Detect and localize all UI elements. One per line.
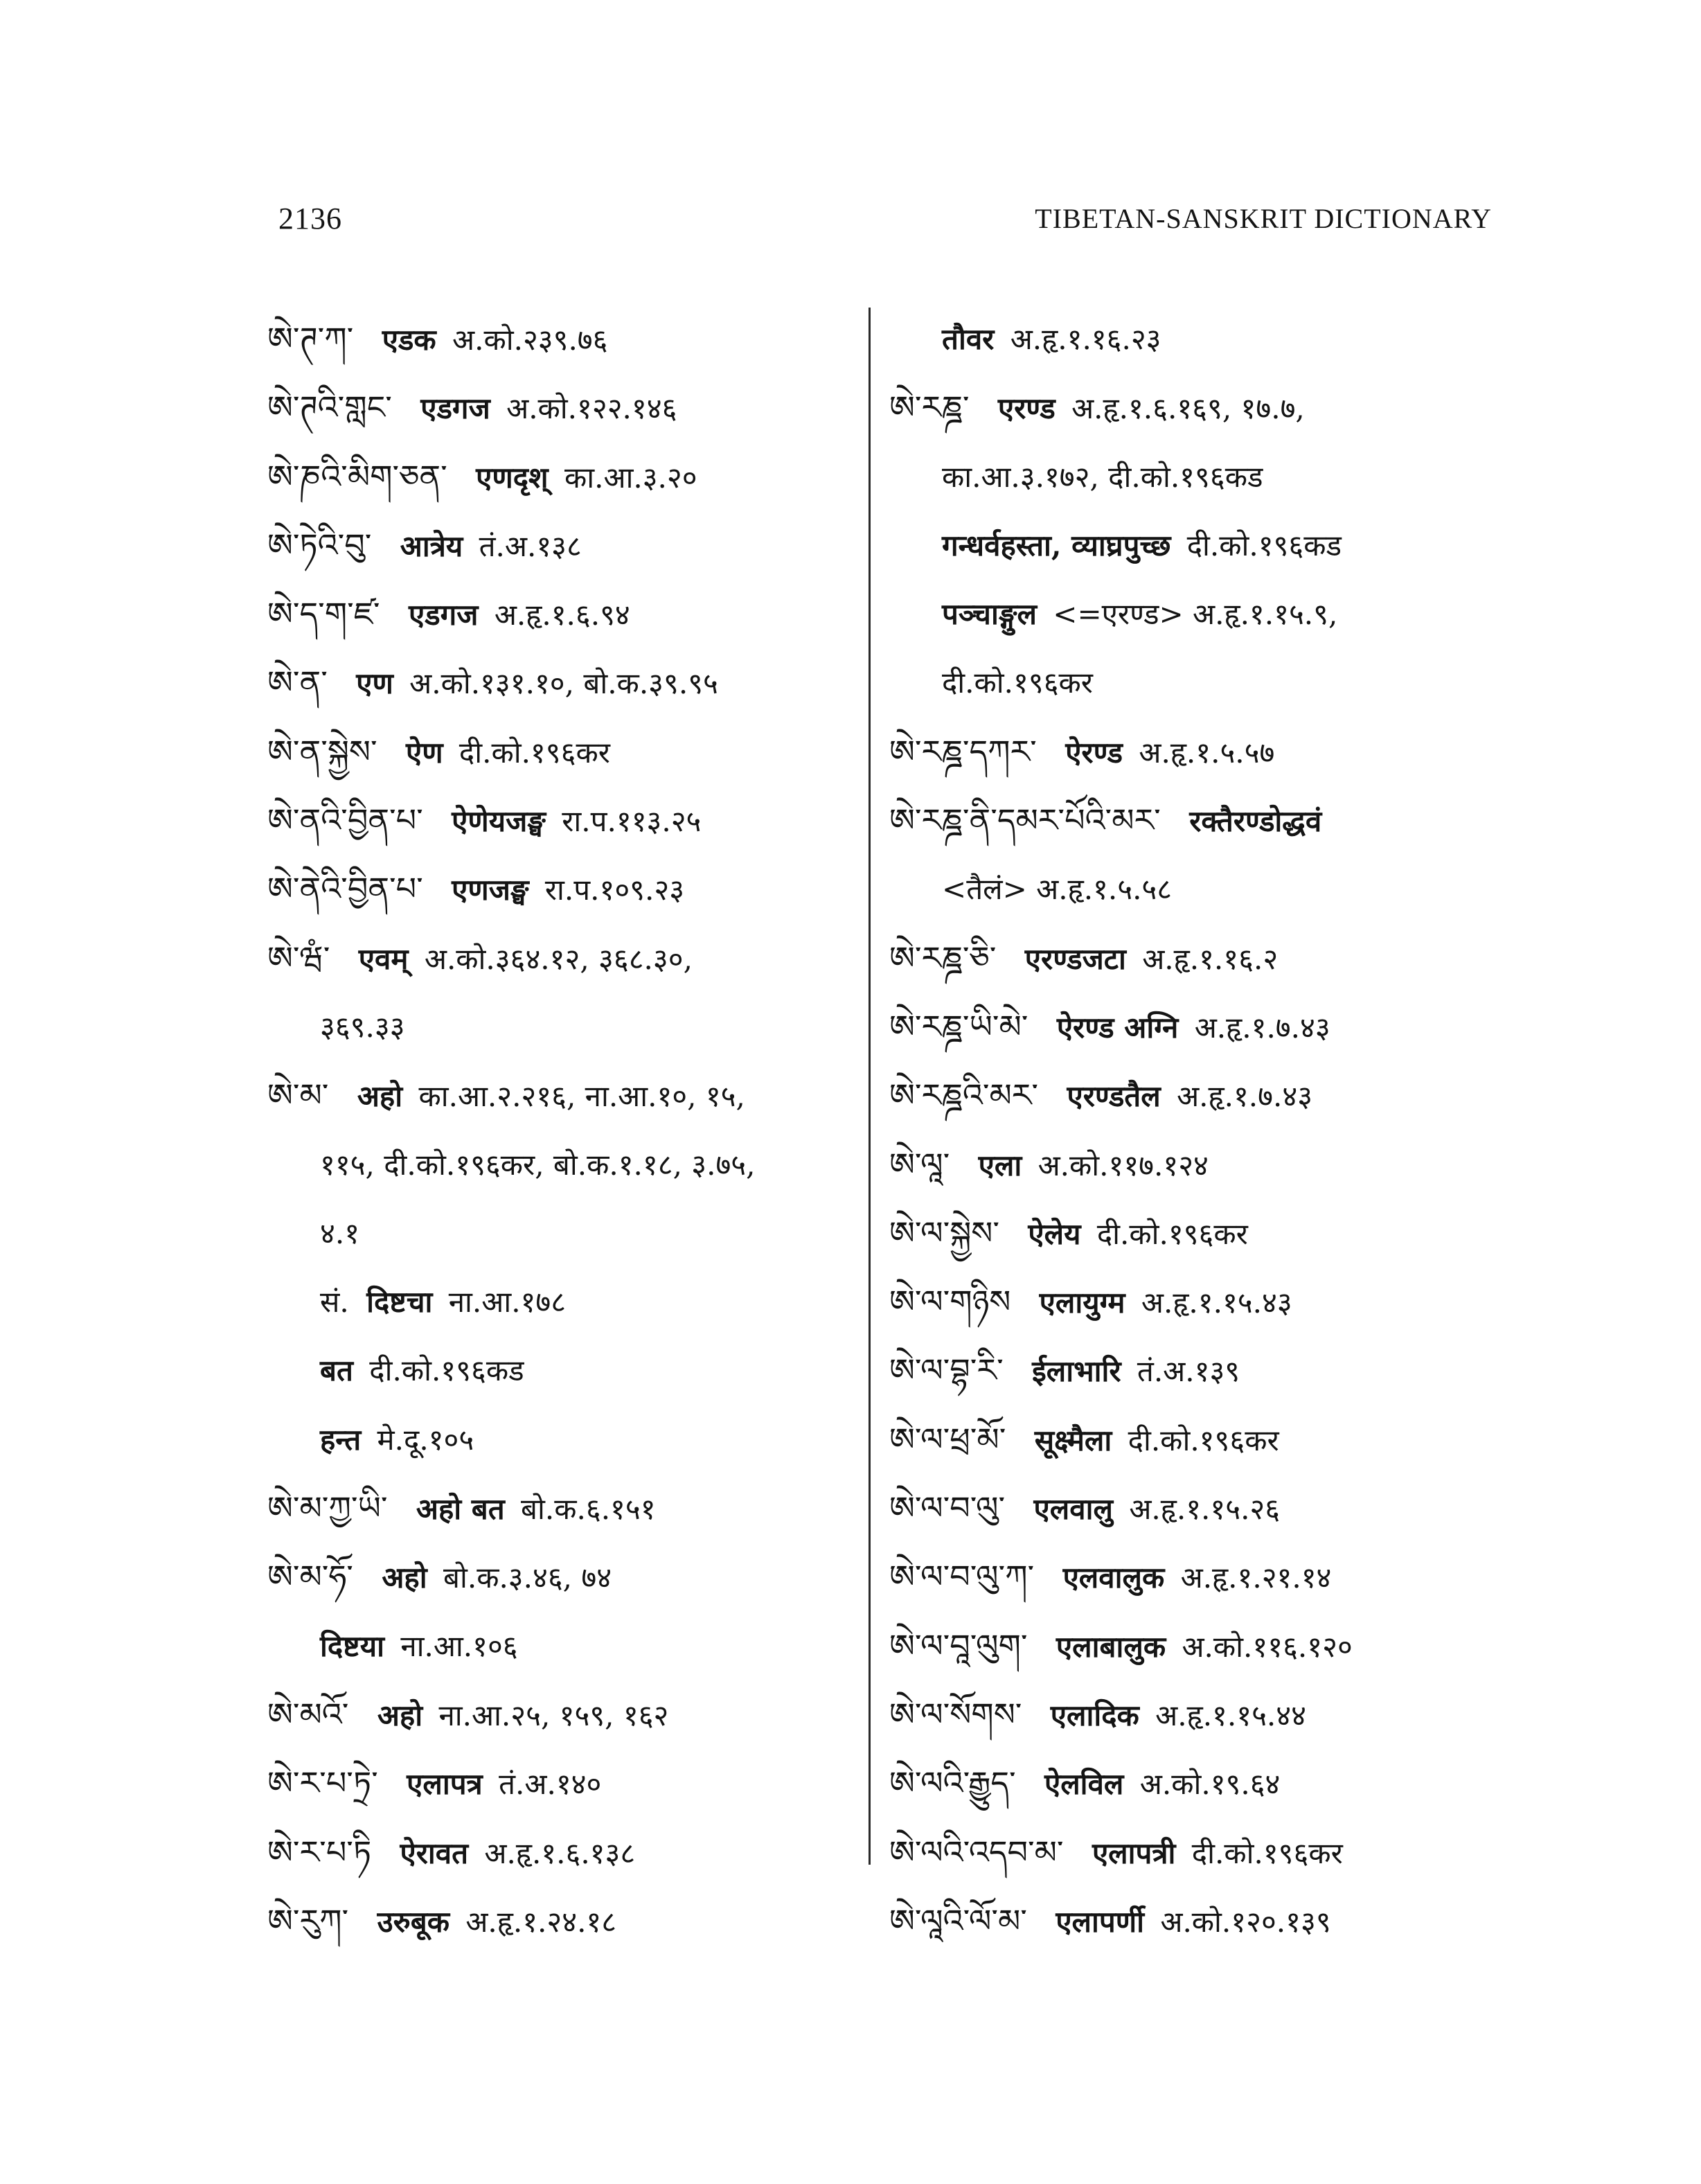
sanskrit-equivalent: पञ्चाङ्गुल: [942, 597, 1037, 632]
tibetan-headword: ཨེ་མ་ཧོ་: [267, 1558, 353, 1596]
entry-continuation-line: [267, 1336, 856, 1405]
entry-continuation-line: [889, 855, 1513, 923]
source-reference: अ.हृ.१.७.४३: [1177, 1079, 1313, 1114]
source-reference: ११५, दी.को.१९६कर, बो.क.१.१८, ३.७५,: [320, 1147, 756, 1182]
tibetan-headword: ཨེ་ནེའི་བྱིན་པ་: [267, 870, 423, 908]
tibetan-headword: ཨེ་ད་ག་ཛ་: [267, 595, 380, 633]
tibetan-headword: ཨེ་ལ་ཕྲ་མོ་: [889, 1420, 1006, 1458]
tibetan-headword: ཨེ་ལ་སྐྱེས་: [889, 1214, 1000, 1252]
dictionary-entry: [267, 1749, 856, 1818]
source-reference: <=एरण्ड> अ.हृ.१.१५.९,: [1053, 597, 1338, 632]
entry-continuation-line: [267, 1130, 856, 1199]
tibetan-headword: ཨེ་ར་པ་ཏྲེ་: [267, 1764, 378, 1802]
source-reference: ४.१: [320, 1216, 360, 1250]
source-reference: दी.को.१९६कर: [1096, 1216, 1248, 1251]
source-reference: अ.हृ.१.६.१३८: [484, 1836, 636, 1870]
sanskrit-equivalent: एलवालुक: [1062, 1561, 1165, 1595]
tibetan-headword: ཨེ་ལཱའི་ལོ་མ་: [889, 1901, 1027, 1939]
dictionary-entry: [267, 443, 856, 511]
sanskrit-equivalent: एलवालु: [1033, 1492, 1113, 1527]
tibetan-headword: ཨེ་རུཀ་: [267, 1901, 349, 1939]
entry-prefix: सं.: [320, 1285, 349, 1320]
source-reference: का.आ.२.२१६, ना.आ.१०, १५,: [418, 1079, 745, 1114]
dictionary-entry: [889, 786, 1513, 855]
source-reference: अ.हृ.१.१५.४४: [1155, 1698, 1306, 1732]
source-reference: अ.को.१९.६४: [1139, 1767, 1281, 1802]
entry-continuation-line: [267, 993, 856, 1061]
source-reference: अ.को.११६.१२०: [1182, 1629, 1353, 1664]
sanskrit-equivalent: एलापत्र: [407, 1767, 483, 1802]
sanskrit-equivalent: एडगज: [420, 391, 490, 426]
entry-continuation-line: [889, 580, 1513, 648]
tibetan-headword: ཨེ་ལའི་འདབ་མ་: [889, 1833, 1064, 1871]
dictionary-entry: [267, 648, 856, 717]
dictionary-entry: [267, 924, 856, 993]
dictionary-entry: [267, 1818, 856, 1887]
source-reference: अ.को.२३९.७६: [452, 323, 608, 357]
sanskrit-equivalent: ऐणेयजङ्घ: [452, 804, 546, 839]
sanskrit-equivalent: ऐलेय: [1028, 1216, 1081, 1251]
sanskrit-equivalent: ऐलविल: [1044, 1767, 1124, 1802]
dictionary-entry: [889, 1268, 1513, 1336]
right-column: [889, 305, 1513, 1955]
tibetan-headword: ཨེ་རཎྜ་ཅི་: [889, 939, 997, 977]
source-reference: दी.को.१९६कर: [458, 735, 610, 770]
tibetan-headword: ཨེ་ཎའི་མིག་ཅན་: [267, 457, 447, 495]
tibetan-headword: ཨེ་ཊའི་གླང་: [267, 389, 392, 427]
tibetan-headword: ཨེ་ལཱ་: [889, 1145, 950, 1183]
entry-continuation-line: [889, 443, 1513, 511]
sanskrit-equivalent: एण: [356, 666, 393, 701]
sanskrit-equivalent: दिष्टया: [320, 1628, 384, 1663]
source-reference: अ.हृ.१.५.५७: [1139, 735, 1275, 770]
source-reference: अ.हृ.१.१६.२३: [1010, 322, 1161, 356]
dictionary-entry: [267, 1474, 856, 1543]
source-reference: अ.को.१२२.१४६: [506, 391, 677, 426]
tibetan-headword: ཨེ་ལ་སོགས་: [889, 1695, 1022, 1733]
source-reference: अ.को.११७.१२४: [1037, 1148, 1209, 1182]
sanskrit-equivalent: गन्धर्वहस्ता, व्याघ्रपुच्छ: [942, 528, 1171, 562]
tibetan-headword: ཨེ་རཎྜ་: [889, 389, 970, 427]
sanskrit-equivalent: एरण्ड: [997, 391, 1056, 426]
source-reference: अ.हृ.१.६.१६९, १७.७,: [1071, 391, 1305, 426]
dictionary-entry: [889, 1405, 1513, 1474]
dictionary-entry: [267, 1061, 856, 1130]
dictionary-entry: [267, 373, 856, 442]
dictionary-entry: [889, 1474, 1513, 1543]
sanskrit-equivalent: एणदृश्: [476, 460, 549, 495]
page-number: 2136: [278, 202, 342, 236]
entry-continuation-line: [267, 1612, 856, 1680]
dictionary-entry: [889, 1199, 1513, 1268]
tibetan-headword: ཨེ་རཎྜ་ནི་དམར་པོའི་མར་: [889, 801, 1161, 840]
source-reference: <तैलं> अ.हृ.१.५.५८: [942, 872, 1173, 907]
dictionary-entry: [889, 1612, 1513, 1680]
sanskrit-equivalent: आत्रेय: [400, 529, 463, 563]
tibetan-headword: ཨེ་ནའི་བྱིན་པ་: [267, 801, 423, 840]
entry-continuation-line: [267, 1405, 856, 1474]
source-reference: अ.हृ.१.६.९४: [494, 598, 630, 632]
sanskrit-equivalent: एलायुग्म: [1039, 1286, 1125, 1320]
source-reference: अ.को.१२०.१३९: [1160, 1904, 1331, 1939]
dictionary-entry: [267, 1680, 856, 1749]
tibetan-headword: ཨེ་ལ་བ་ལུ་: [889, 1489, 1006, 1527]
tibetan-headword: ཨེ་ན་: [267, 664, 328, 702]
column-divider: [869, 308, 871, 1865]
dictionary-entry: [889, 1336, 1513, 1405]
sanskrit-equivalent: एला: [978, 1148, 1022, 1182]
source-reference: अ.हृ.१.१५.२६: [1129, 1492, 1281, 1527]
source-reference: बो.क.३.४६, ७४: [443, 1561, 612, 1595]
source-reference: बो.क.६.१५१: [521, 1492, 656, 1527]
dictionary-entry: [889, 1680, 1513, 1749]
running-title: TIBETAN-SANSKRIT DICTIONARY: [1035, 203, 1492, 234]
source-reference: का.आ.३.१७२, दी.को.१९६कड: [942, 459, 1263, 494]
dictionary-entry: [889, 924, 1513, 993]
sanskrit-equivalent: अहो: [377, 1698, 423, 1732]
dictionary-entry: [267, 511, 856, 580]
sanskrit-equivalent: एणजङ्घ: [452, 873, 529, 907]
sanskrit-equivalent: एरण्डजटा: [1024, 941, 1126, 976]
dictionary-entry: [889, 1749, 1513, 1818]
dictionary-entry: [889, 718, 1513, 786]
sanskrit-equivalent: ऐरावत: [400, 1836, 469, 1870]
source-reference: ३६९.३३: [320, 1009, 405, 1044]
tibetan-headword: ཨེ་ལ་བཱ་ལུག་: [889, 1626, 1028, 1664]
dictionary-entry: [889, 1887, 1513, 1955]
sanskrit-equivalent: दिष्टचा: [366, 1285, 433, 1320]
source-reference: दी.को.१९६कड: [369, 1353, 524, 1388]
source-reference: अ.को.१३१.१०, बो.क.३९.९५: [409, 666, 718, 701]
sanskrit-equivalent: उरुबूक: [377, 1904, 449, 1939]
sanskrit-equivalent: तौवर: [942, 322, 995, 356]
source-reference: दी.को.१९६कर: [942, 666, 1093, 700]
sanskrit-equivalent: रक्तैरण्डोद्धवं: [1189, 804, 1322, 839]
sanskrit-equivalent: एलाबालुक: [1056, 1629, 1166, 1664]
sanskrit-equivalent: एलापर्णी: [1056, 1904, 1144, 1939]
tibetan-headword: ཨེ་ལ་བ་ལུ་ཀ་: [889, 1558, 1035, 1596]
dictionary-entry: [267, 580, 856, 648]
source-reference: दी.को.१९६कर: [1128, 1423, 1279, 1457]
sanskrit-equivalent: हन्त: [320, 1422, 362, 1457]
entry-continuation-line: [889, 648, 1513, 717]
tibetan-headword: ཨེ་ལ་བྷ་རི་: [889, 1351, 1004, 1390]
sanskrit-equivalent: एडक: [382, 323, 436, 357]
entry-continuation-line: [267, 1268, 856, 1336]
sanskrit-equivalent: एवम्: [358, 941, 409, 976]
tibetan-headword: ཨེ་ན་སྐྱེས་: [267, 732, 377, 770]
dictionary-entry: [267, 1543, 856, 1611]
tibetan-headword: ཨེ་རཎྜའི་མར་: [889, 1076, 1039, 1115]
sanskrit-equivalent: सूक्ष्मैला: [1034, 1423, 1112, 1457]
source-reference: दी.को.१९६कर: [1191, 1836, 1343, 1870]
tibetan-headword: ཨེ་ཊ་ཀ་: [267, 320, 354, 357]
dictionary-entry: [889, 1130, 1513, 1199]
dictionary-entry: [889, 1543, 1513, 1611]
tibetan-headword: ཨེ་མ་ཀྱ་ཡི་: [267, 1489, 388, 1527]
source-reference: अ.हृ.१.२१.१४: [1180, 1561, 1332, 1595]
dictionary-entry: [267, 786, 856, 855]
source-reference: रा.प.१०९.२३: [544, 873, 685, 907]
source-reference: ना.आ.१०६: [400, 1628, 518, 1663]
dictionary-entry: [267, 855, 856, 923]
source-reference: अ.हृ.१.७.४३: [1194, 1010, 1330, 1045]
source-reference: अ.हृ.१.२४.१८: [465, 1904, 617, 1939]
source-reference: तं.अ.१३९: [1137, 1354, 1240, 1389]
source-reference: अ.हृ.१.१६.२: [1142, 941, 1279, 976]
tibetan-headword: ཨེ་མ་: [267, 1076, 329, 1115]
left-column: [267, 305, 856, 1955]
source-reference: ना.आ.२५, १५९, १६२: [438, 1698, 669, 1732]
tibetan-headword: ཨེ་རཎྜ་ཡི་མེ་: [889, 1007, 1028, 1045]
sanskrit-equivalent: एरण्डतैल: [1067, 1079, 1161, 1114]
tibetan-headword: ཨེ་ཝཾ་: [267, 939, 330, 977]
entry-continuation-line: [267, 1199, 856, 1268]
source-reference: तं.अ.१३८: [479, 529, 582, 563]
sanskrit-equivalent: एडगज: [408, 598, 479, 632]
dictionary-entry: [889, 993, 1513, 1061]
source-reference: मे.दू.१०५: [377, 1422, 474, 1457]
sanskrit-equivalent: अहो: [357, 1079, 403, 1114]
source-reference: दी.को.१९६कड: [1186, 528, 1342, 562]
tibetan-headword: ཨེ་ཏེའི་བུ་: [267, 526, 372, 564]
sanskrit-equivalent: एलादिक: [1050, 1698, 1139, 1732]
source-reference: का.आ.३.२०: [564, 460, 697, 495]
sanskrit-equivalent: अहो बत: [416, 1492, 505, 1527]
tibetan-headword: ཨེ་མའོ་: [267, 1695, 349, 1733]
dictionary-entry: [889, 373, 1513, 442]
entry-continuation-line: [889, 511, 1513, 580]
tibetan-headword: ཨེ་ལ་གཉིས: [889, 1283, 1011, 1321]
dictionary-entry: [889, 1818, 1513, 1887]
dictionary-entry: [889, 1061, 1513, 1130]
entry-continuation-line: [889, 305, 1513, 373]
source-reference: तं.अ.१४०: [499, 1767, 602, 1802]
source-reference: अ.हृ.१.१५.४३: [1141, 1286, 1292, 1320]
sanskrit-equivalent: अहो: [382, 1561, 427, 1595]
sanskrit-equivalent: ऐरण्ड: [1065, 735, 1123, 770]
tibetan-headword: ཨེ་རཎྜ་དཀར་: [889, 732, 1037, 770]
sanskrit-equivalent: ऐण: [405, 735, 443, 770]
tibetan-headword: ཨེ་ལའི་རྒྱུད་: [889, 1764, 1016, 1802]
source-reference: ना.आ.१७८: [448, 1285, 567, 1320]
sanskrit-equivalent: ऐरण्ड अग्नि: [1056, 1010, 1179, 1045]
tibetan-headword: ཨེ་ར་པ་ཏི: [267, 1833, 372, 1871]
dictionary-entry: [267, 718, 856, 786]
dictionary-entry: [267, 1887, 856, 1955]
sanskrit-equivalent: ईलाभारि: [1032, 1354, 1121, 1389]
source-reference: रा.प.११३.२५: [562, 804, 702, 839]
source-reference: अ.को.३६४.१२, ३६८.३०,: [424, 941, 693, 976]
dictionary-entry: [267, 305, 856, 373]
sanskrit-equivalent: एलापत्री: [1092, 1836, 1176, 1870]
sanskrit-equivalent: बत: [320, 1353, 353, 1388]
